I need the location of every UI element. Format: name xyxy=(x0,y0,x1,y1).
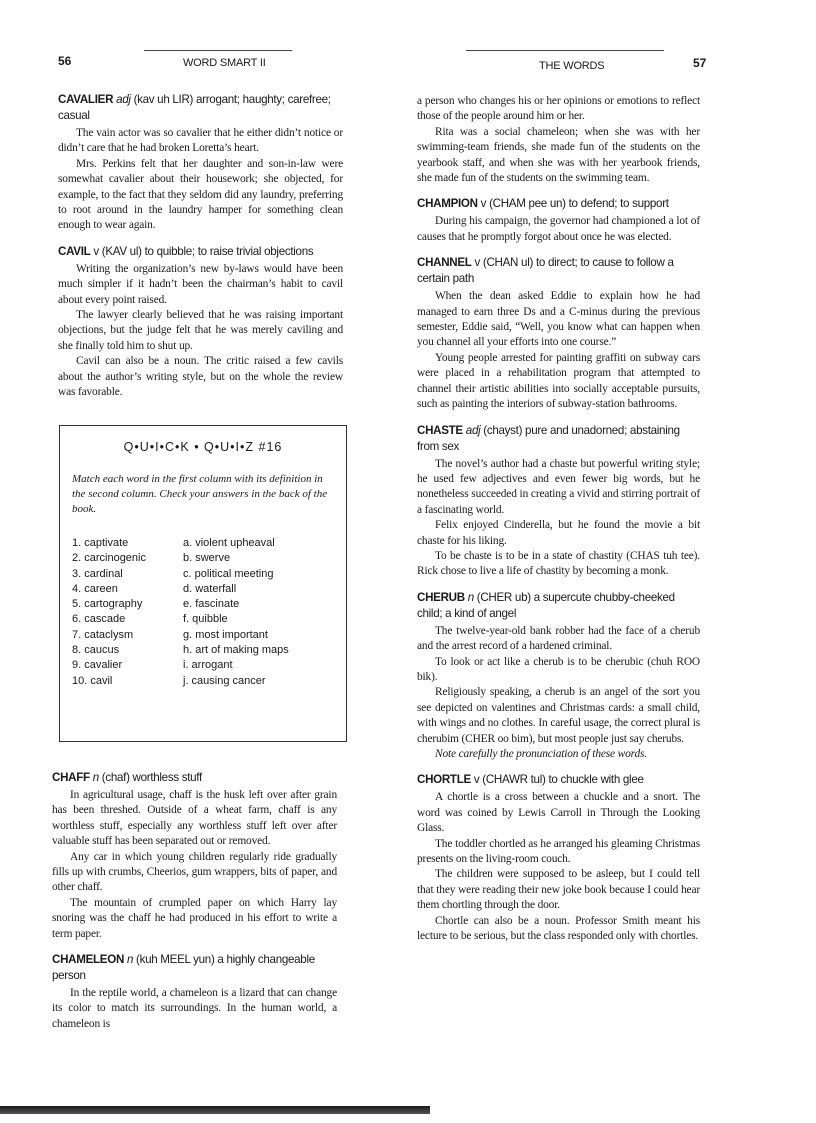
quiz-definition: f. quibble xyxy=(183,613,228,626)
quiz-word-column xyxy=(72,536,146,689)
quick-quiz-box xyxy=(59,425,347,742)
entry-paragraph: The mountain of crumpled paper on which Harry lay snoring was the chaff he had produced in his effort to write a term paper. xyxy=(52,896,337,940)
entry-paragraph: a person who changes his or her opinions or emotions to reflect those of the people around him or her. xyxy=(417,95,700,123)
entry-chaste xyxy=(417,423,700,580)
entry-pos: adj xyxy=(465,423,481,437)
entry-definition: (KAV ul) to quibble; to raise trivial objections xyxy=(101,244,314,258)
entry-heading xyxy=(58,92,343,124)
entry-pos: adj xyxy=(116,93,131,106)
entry-paragraph: Young people arrested for painting graffiti on subway cars were placed in a rehabilitation program that attempted to channel their artistic abilities into socially acceptable pursuits, such as painting the interiors of subway-station bathrooms. xyxy=(417,351,700,411)
quiz-definition-column xyxy=(183,536,289,689)
quiz-definition: b. swerve xyxy=(183,552,231,565)
quiz-word: 9. cavalier xyxy=(72,659,123,672)
entry-note: Note carefully the pronunciation of these words. xyxy=(435,748,648,760)
entry-paragraph: Chortle can also be a noun. Professor Smith meant his lecture to be serious, but the class responded only with chortles. xyxy=(417,914,700,943)
entry-word: CHAFF xyxy=(52,771,90,784)
entry-definition: (CHER ub) a supercute chubby-cheeked child; a kind of angel xyxy=(417,590,675,620)
entry-heading xyxy=(417,590,700,622)
entry-heading xyxy=(52,952,337,984)
entry-champion xyxy=(417,196,700,245)
quiz-word: 3. cardinal xyxy=(72,567,123,580)
quiz-word: 1. captivate xyxy=(72,537,129,549)
entry-paragraph: In the reptile world, a chameleon is a lizard that can change its color to match its surroundings. In the human world, a chameleon is xyxy=(52,987,337,1030)
entry-word: CHANNEL xyxy=(417,256,472,270)
entry-chortle xyxy=(417,772,700,944)
entry-heading xyxy=(417,255,700,287)
quiz-definition: d. waterfall xyxy=(183,582,237,595)
quiz-definition: e. fascinate xyxy=(183,598,240,611)
entry-paragraph: The vain actor was so cavalier that he either didn’t notice or didn’t care that he had broken Loretta’s heart. xyxy=(58,127,343,155)
quiz-instructions: Match each word in the first column with its definition in the second column. Check your answers in the back of the book. xyxy=(72,473,328,515)
quiz-definition: c. political meeting xyxy=(183,567,274,580)
right-page-number: 57 xyxy=(693,56,707,70)
entry-paragraph: The novel’s author had a chaste but powerful writing style; he used few adjectives and even fewer big words, but he nonetheless succeeded in creating a vivid and stirring portrait of a fascinating world. xyxy=(417,457,700,516)
quiz-word: 6. cascade xyxy=(72,613,126,626)
entry-pos: v xyxy=(93,244,99,258)
entry-paragraph: The lawyer clearly believed that he was raising important objections, but the judge felt that he was merely caviling and she finally told him to shut up. xyxy=(58,309,343,352)
entry-paragraph: Felix enjoyed Cinderella, but he found the movie a bit chaste for his liking. xyxy=(417,519,700,547)
left-header-rule xyxy=(144,50,292,51)
chameleon-continuation xyxy=(417,94,700,186)
entry-definition: (CHAN ul) to direct; to cause to follow a certain path xyxy=(417,256,674,286)
entry-chameleon xyxy=(52,952,337,1032)
entry-cavil xyxy=(58,244,343,401)
quiz-title: Q•U•I•C•K • Q•U•I•Z #16 xyxy=(123,440,283,454)
entry-paragraph: Religiously speaking, a cherub is an angel of the sort you see depicted on valentines and Christmas cards: a small child, with wings and no clothes. In careful usage, the correct plural is cherubim (CHER oo bim), but most people just say cherubs. xyxy=(417,686,700,745)
quiz-word: 2. carcinogenic xyxy=(72,552,146,565)
entry-cavalier xyxy=(58,92,343,234)
entry-pos: n xyxy=(126,953,134,967)
entry-cherub xyxy=(417,590,700,763)
entry-paragraph: To look or act like a cherub is to be cherubic (chuh ROO bik). xyxy=(417,655,700,683)
left-column-bottom xyxy=(52,770,337,1042)
entry-paragraph: Writing the organization’s new by-laws would have been much simpler if it hadn’t been the chairman’s habit to cavil about every point raised. xyxy=(58,262,343,306)
entry-definition: (kuh MEEL yun) a highly changeable person xyxy=(52,953,315,983)
entry-word: CHAMELEON xyxy=(52,953,125,967)
entry-heading xyxy=(417,196,700,212)
entry-definition: (CHAM pee un) to defend; to support xyxy=(489,197,669,211)
quiz-definition: i. arrogant xyxy=(183,659,233,672)
entry-paragraph: A chortle is a cross between a chuckle and a snort. The word was coined by Lewis Carroll in Through the Looking Glass. xyxy=(417,791,700,835)
entry-word: CHORTLE xyxy=(417,773,471,787)
entry-channel xyxy=(417,255,700,412)
right-running-head: THE WORDS xyxy=(539,60,605,72)
quiz-word: 7. cataclysm xyxy=(72,628,134,641)
quiz-word: 8. caucus xyxy=(72,644,120,657)
entry-paragraph: During his campaign, the governor had championed a lot of causes that he promptly forgot about once he was elected. xyxy=(417,215,700,243)
quiz-definition: h. art of making maps xyxy=(183,644,289,657)
quiz-word: 4. careen xyxy=(72,582,118,595)
entry-paragraph: Rita was a social chameleon; when she was with her swimming-team friends, she made fun of the students on the yearbook staff, and when she was with her yearbook friends, she made fun of the students on the swimming team. xyxy=(417,125,700,185)
entry-pos: v xyxy=(473,773,480,787)
left-page-number: 56 xyxy=(58,54,72,68)
scan-edge-shadow xyxy=(0,1106,430,1114)
entry-definition: (chayst) pure and unadorned; abstaining from sex xyxy=(417,423,680,453)
entry-pos: v xyxy=(480,197,487,211)
entry-paragraph: The twelve-year-old bank robber had the face of a cherub and the arrest record of a hardened criminal. xyxy=(417,624,700,653)
entry-word: CAVIL xyxy=(58,244,91,258)
entry-heading xyxy=(417,772,700,788)
right-header-rule xyxy=(466,50,664,51)
entry-paragraph: Mrs. Perkins felt that her daughter and son-in-law were somewhat cavalier about their housework; she objected, for example, to the fact that they seldom did any laundry, preferring to root around in the laundry hamper for something clean enough to wear again. xyxy=(58,157,343,232)
entry-pos: n xyxy=(467,590,474,604)
quiz-definition: j. causing cancer xyxy=(183,674,266,687)
quiz-word: 5. cartography xyxy=(72,598,143,611)
entry-pos: v xyxy=(474,256,480,270)
entry-heading xyxy=(52,770,337,786)
quiz-definition: g. most important xyxy=(183,628,268,641)
entry-pos: n xyxy=(92,771,99,784)
entry-paragraph: The toddler chortled as he arranged his gleaming Christmas presents on the living-room couch. xyxy=(417,837,700,866)
left-column-top xyxy=(58,92,343,411)
entry-paragraph: The children were supposed to be asleep, but I could tell that they were reading their new joke book because I could hear them chortling through the door. xyxy=(417,868,700,912)
left-running-head: WORD SMART II xyxy=(183,57,266,69)
entry-paragraph: To be chaste is to be in a state of chastity (CHAS tuh tee). Rick chose to live a life of chastity by becoming a monk. xyxy=(417,549,700,578)
entry-paragraph: When the dean asked Eddie to explain how he had managed to earn three Ds and a C-minus during the previous semester, Eddie said, “Well, you know what can happen when you channel all your efforts into one course.” xyxy=(417,290,700,349)
entry-paragraph: Any car in which young children regularly ride gradually fills up with crumbs, Cheerios, gum wrappers, bits of paper, and other chaff. xyxy=(52,850,337,894)
entry-chaff xyxy=(52,770,337,942)
entry-definition: (CHAWR tul) to chuckle with glee xyxy=(482,773,644,787)
quiz-word: 10. cavil xyxy=(72,674,113,687)
entry-definition: (chaf) worthless stuff xyxy=(101,771,202,784)
entry-paragraph: In agricultural usage, chaff is the husk left over after grain has been threshed. Outside of a wheat farm, chaff is any worthless stuff, especially any worthless stuff left over after valuable stuff has been separated out or removed. xyxy=(52,789,337,848)
entry-word: CHAMPION xyxy=(417,197,478,211)
entry-definition: (kav uh LIR) arrogant; haughty; carefree; casual xyxy=(58,93,331,122)
entry-word: CHERUB xyxy=(417,590,465,604)
entry-word: CAVALIER xyxy=(58,93,114,106)
entry-heading xyxy=(58,244,343,260)
quiz-definition: a. violent upheaval xyxy=(183,537,275,549)
right-column xyxy=(417,94,700,954)
entry-heading xyxy=(417,423,700,455)
entry-word: CHASTE xyxy=(417,423,463,437)
entry-paragraph: Cavil can also be a noun. The critic raised a few cavils about the author’s writing style, but on the whole the review was favorable. xyxy=(58,355,343,399)
